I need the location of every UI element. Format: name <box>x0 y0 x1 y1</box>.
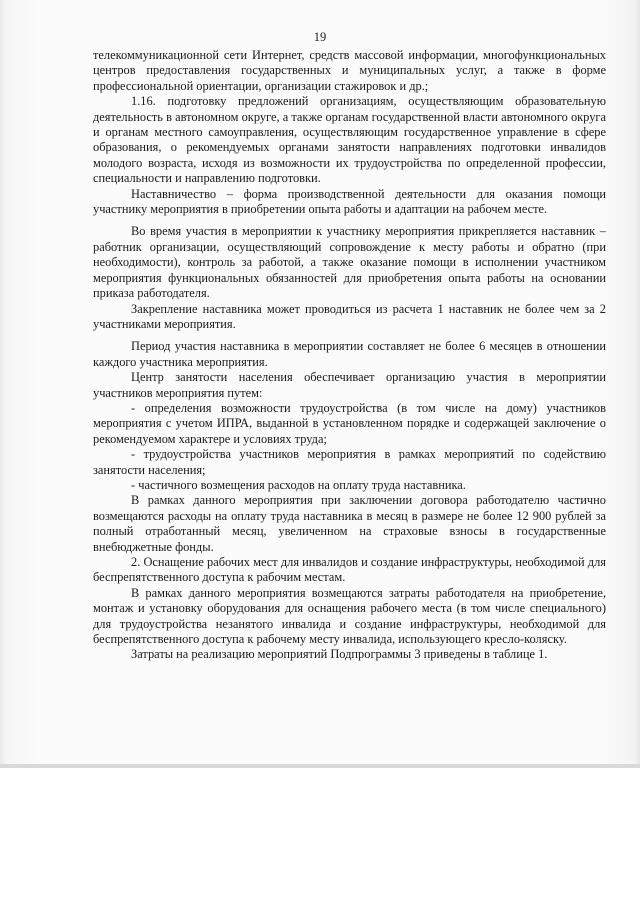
paragraph-mentor-assignment: Во время участия в мероприятии к участнику мероприятия прикрепляется наставник – работник организации, осуществляющий сопровождение к месту работы и обратно (при необходимости), контроль за работой, а также оказание помощи в исполнении участником мероприятия функциональных обязанностей для приобретения опыта работы на основании приказа работодателя. <box>93 224 606 301</box>
page-edge <box>0 764 640 768</box>
paragraph-mentor-ratio: Закрепление наставника может проводиться из расчета 1 наставник не более чем за 2 участниками мероприятия. <box>93 301 606 331</box>
paragraph-equipment-costs: В рамках данного мероприятия возмещаются затраты работодателя на приобретение, монтаж и установку оборудования для оснащения рабочего места (в том числе специального) для трудоустройства незанятого инвалида и создание инфраструктуры, необходимой для беспрепятственного доступа к рабочему месту инвалида, использующего кресло-коляску. <box>93 585 606 647</box>
paragraph-employment-center: Центр занятости населения обеспечивает организацию участия в мероприятии участников мероприятия путем: <box>93 370 606 400</box>
page-number: 19 <box>313 30 327 44</box>
list-item-determination: - определения возможности трудоустройства (в том числе на дому) участников мероприятия с учетом ИПРА, выданной в установленном порядке и содержащей заключение о рекомендуемом характере и условиях труда; <box>93 400 606 446</box>
paragraph-compensation-amount: В рамках данного мероприятия при заключении договора работодателю частично возмещаются расходы на оплату труда наставника в месяц в размере не более 12 900 рублей за полный отработанный месяц, увеличенном на страховые взносы в государственные внебюджетные фонды. <box>93 493 606 554</box>
paragraph-workplace-equipment: 2. Оснащение рабочих мест для инвалидов и создание инфраструктуры, необходимой для беспрепятственного доступа к рабочим местам. <box>93 555 606 585</box>
document-body <box>93 48 606 663</box>
paragraph-continuation: телекоммуникационной сети Интернет, средств массовой информации, многофункциональных центров предоставления государственных и муниципальных услуг, а также в форме профессиональной ориентации, организации стажировок и др.; <box>93 48 606 93</box>
paragraph-table-reference: Затраты на реализацию мероприятий Подпрограммы 3 приведены в таблице 1. <box>131 647 548 662</box>
paragraph-mentor-period: Период участия наставника в мероприятии составляет не более 6 месяцев в отношении каждого участника мероприятия. <box>93 339 606 369</box>
paragraph-mentorship-definition: Наставничество – форма производственной деятельности для оказания помощи участнику мероприятия в приобретении опыта работы и адаптации на рабочем месте. <box>93 186 606 217</box>
list-item-employment: - трудоустройства участников мероприятия в рамках мероприятий по содействию занятости населения; <box>93 447 606 477</box>
list-item-compensation: - частичного возмещения расходов на оплату труда наставника. <box>131 477 466 492</box>
paragraph-item-1-16: 1.16. подготовку предложений организациям, осуществляющим образовательную деятельность в автономном округе, а также органам государственной власти автономного округа и органам местного самоуправления, осуществляющим государственное управление в сфере образования, о рекомендуемых органами занятости направлениях подготовки инвалидов молодого возраста, исходя из возможности их трудоустройства по определенной профессии, специальности и направлению подготовки. <box>93 94 606 186</box>
